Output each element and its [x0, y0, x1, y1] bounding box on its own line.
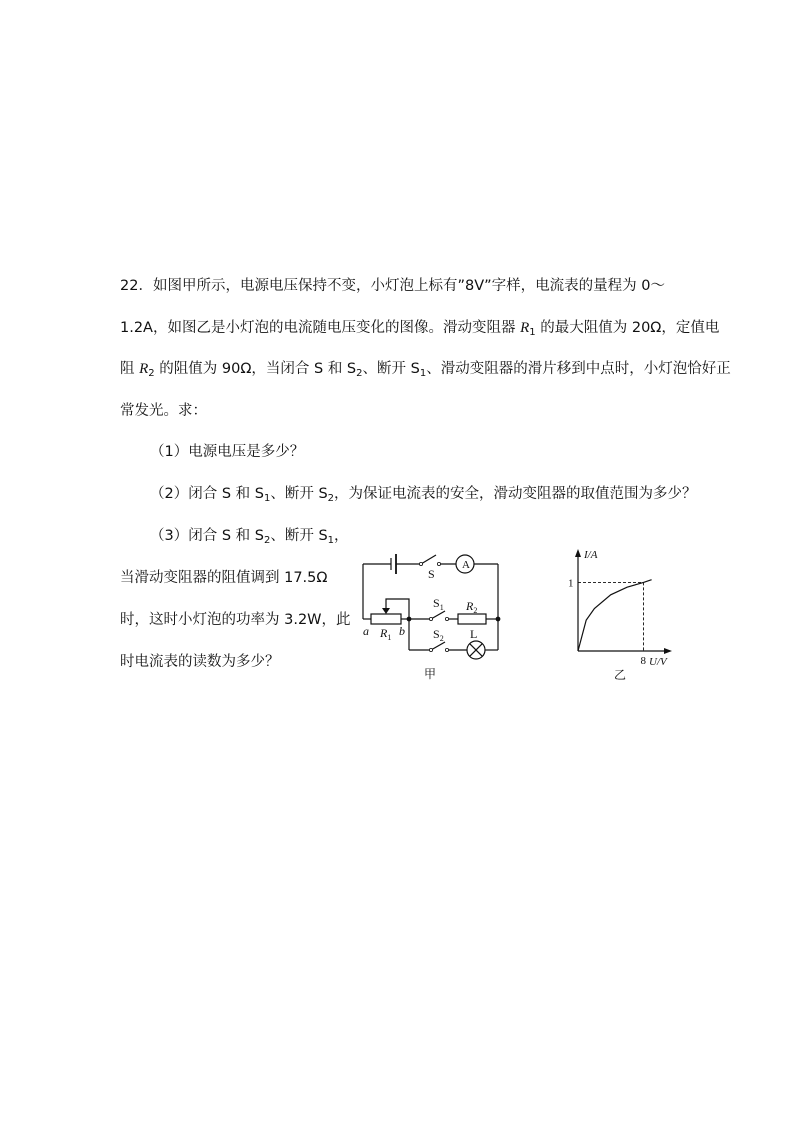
r1-resistor [371, 614, 401, 624]
r2-label: $R_2$ [466, 599, 478, 615]
ammeter-label: A [462, 559, 470, 571]
switch-s2-label: $S_2$ [433, 627, 444, 643]
s2-subscript: 2 [356, 368, 363, 379]
switch-s-label: S [428, 567, 435, 581]
question-3-text-b: 、断开 S [270, 528, 328, 544]
x-tick-label: 8 [640, 655, 646, 667]
slider-arrow-icon [382, 608, 390, 614]
question-3-text-c: ， [334, 528, 349, 544]
r2-resistor [458, 614, 486, 624]
lamp-label: L [470, 627, 478, 641]
problem-line-4 [120, 401, 207, 421]
y-axis-arrow-icon [575, 549, 581, 557]
problem-line-3 [120, 359, 731, 379]
r1-subscript: 1 [529, 327, 536, 338]
question-3-text-2: 当滑动变阻器的阻值调到 17.5Ω [120, 570, 328, 586]
y-tick-label: 1 [568, 577, 574, 590]
switch-s-contact-1 [419, 562, 422, 565]
junction-b [407, 617, 411, 621]
question-2-text-b: 、断开 S [270, 486, 328, 502]
problem-text-1: 如图甲所示，电源电压保持不变，小灯泡上标有”8V”字样，电流表的量程为 0～ [152, 278, 665, 294]
question-3-text-3: 时，这时小灯泡的功率为 3.2W，此 [120, 612, 351, 628]
problem-text-4: 常发光。求： [120, 403, 207, 419]
r2-subscript: 2 [148, 368, 155, 379]
problem-text-3c: 、断开 S [362, 361, 420, 377]
question-2-text-c: ，为保证电流表的安全，滑动变阻器的取值范围为多少？ [334, 486, 697, 502]
switch-s1-contact-2 [445, 617, 448, 620]
question-2 [150, 484, 697, 504]
question-2-sub-1: 1 [263, 493, 271, 504]
y-axis-label: I/A [584, 549, 598, 561]
question-3-line-4 [120, 652, 280, 672]
question-3-text-4: 时电流表的读数为多少？ [120, 654, 280, 670]
slider-wire [386, 599, 409, 619]
switch-s2-contact-2 [445, 648, 448, 651]
s1-subscript: 1 [419, 368, 427, 379]
question-1-text: （1）电源电压是多少？ [150, 444, 305, 460]
r1-label: $R_1$ [380, 626, 392, 642]
circuit-diagram [355, 545, 515, 685]
switch-s1-label: $S_1$ [433, 596, 444, 612]
graph-caption: 乙 [614, 668, 627, 682]
problem-text-2b: 的最大阻值为 20Ω，定值电 [535, 320, 720, 336]
question-3-line-3 [120, 610, 351, 630]
problem-text-2a: 1.2A，如图乙是小灯泡的电流随电压变化的图像。滑动变阻器 [120, 320, 521, 336]
x-axis-arrow-icon [664, 648, 672, 654]
circuit-caption: 甲 [424, 667, 437, 681]
problem-line-2 [120, 318, 719, 338]
question-3-text-a: （3）闭合 S 和 S [150, 528, 264, 544]
switch-s2-contact-1 [429, 648, 432, 651]
problem-text-3a: 阻 [120, 361, 140, 377]
switch-s-blade [421, 555, 436, 564]
r2-symbol: R [139, 361, 149, 377]
question-1 [150, 442, 304, 462]
question-3 [150, 526, 349, 546]
problem-text-3d: 、滑动变阻器的滑片移到中点时，小灯泡恰好正 [426, 361, 731, 377]
switch-s1-blade [431, 611, 445, 619]
r1-symbol: R [520, 320, 530, 336]
question-2-sub-2: 2 [327, 493, 335, 504]
switch-s2-blade [431, 642, 445, 650]
junction-right [496, 617, 500, 621]
question-3-sub-2: 1 [327, 535, 335, 546]
problem-line-1 [120, 276, 665, 296]
problem-text-3b: 的阻值为 90Ω，当闭合 S 和 S [154, 361, 357, 377]
question-2-text-a: （2）闭合 S 和 S [150, 486, 264, 502]
switch-s-contact-2 [437, 562, 440, 565]
question-3-line-2 [120, 568, 327, 588]
terminal-a-label: a [363, 624, 369, 638]
series-line [578, 580, 652, 651]
terminal-b-label: b [399, 624, 405, 638]
x-axis-label: U/V [649, 656, 667, 668]
question-3-sub-1: 2 [263, 535, 271, 546]
iu-graph [565, 545, 680, 685]
problem-number: 22． [120, 278, 153, 294]
switch-s1-contact-1 [429, 617, 432, 620]
